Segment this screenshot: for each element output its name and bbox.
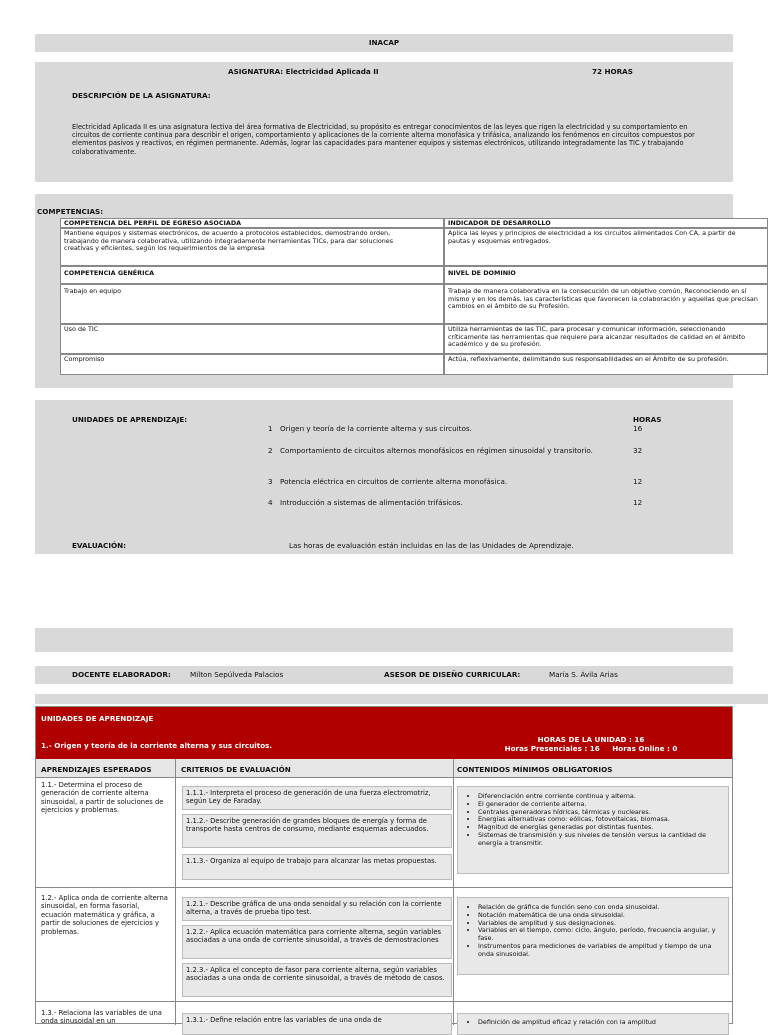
nivel-text-3: Actúa, reflexivamente, delimitando sus responsabilidades en el Ámbito de su profesión. <box>448 355 729 363</box>
row-divider-1 <box>36 887 732 888</box>
cm-1-list <box>458 793 728 848</box>
ce-3-1-box <box>182 1013 452 1035</box>
cm-2-list <box>458 904 728 959</box>
cm-2-item: • Notación matemática de una onda sinusoidal. <box>478 912 728 920</box>
ce-1-2-box <box>182 814 452 848</box>
generica-row-1 <box>60 284 444 324</box>
col-headers <box>36 759 732 778</box>
evaluacion-text: Las horas de evaluación están incluidas en las de las Unidades de Aprendizaje. <box>289 541 574 550</box>
cm-1-item: • Diferenciación entre corriente continua y alterna. <box>478 793 728 801</box>
generica-name-2: Uso de TIC <box>64 325 99 333</box>
generica-name-1: Trabajo en equipo <box>64 287 121 295</box>
cm-1-item: • Centrales generadoras hídricas, térmicas y nucleares. <box>478 809 728 817</box>
cm-2-item: • Instrumentos para mediciones de variables de amplitud y tiempo de una onda sinusoidal. <box>478 943 728 959</box>
unit-hours-1: 16 <box>633 424 643 433</box>
col-criterios: CRITERIOS DE EVALUACIÓN <box>181 765 291 774</box>
nivel-row-1 <box>444 284 768 324</box>
asesor-name: María S. Ávila Arias <box>549 670 618 679</box>
unidades-block <box>35 400 733 554</box>
cm-3-item: • Definición de amplitud eficaz y relación con la amplitud <box>478 1019 728 1027</box>
col-divider-2 <box>453 759 454 1025</box>
description-text: Electricidad Aplicada II es una asignatura lectiva del área formativa de Electricidad, su propósito es entregar conocimientos de las leyes que rigen la electricidad y su comportamiento en circuitos de corriente continua para describir el origen, comportamiento y aplicaciones de la corriente alterna monofásica y trifásica, analizando los fenómenos en circuitos compuestos por elementos pasivos y reactivos, en régimen permanente. Además, lograr las capacidades para mantener equipos y sistemas electrónicos, utilizando integradamente las TIC y trabajando colaborativamente. <box>72 123 695 156</box>
unidad1-table <box>35 706 733 1024</box>
ce-2-1-box <box>182 897 452 921</box>
unit-hours-4: 12 <box>633 498 643 507</box>
indicador-header-cell <box>444 218 768 228</box>
cm-1-item: • Energías alternativas como: eólicas, fotovoltaicas, biomasa. <box>478 816 728 824</box>
ce-3-1: 1.3.1.- Define relación entre las variables de una onda de <box>186 1016 382 1024</box>
perfil-header-cell <box>60 218 444 228</box>
ce-2-2-box <box>182 925 452 959</box>
asignatura-label: ASIGNATURA: Electricidad Aplicada II <box>228 67 379 76</box>
ae-3: 1.3.- Relaciona las variables de una onda sinusoidal en un <box>41 1009 162 1026</box>
nivel-header-cell <box>444 266 768 284</box>
unidad1-header-label: UNIDADES DE APRENDIZAJE <box>41 714 154 723</box>
asesor-label: ASESOR DE DISEÑO CURRICULAR: <box>384 670 521 679</box>
unit-title-3: Potencia eléctrica en circuitos de corriente alterna monofásica. <box>280 477 508 486</box>
cm-1-item: • Magnitud de energías generadas por distintas fuentes. <box>478 824 728 832</box>
nivel-text-1: Trabaja de manera colaborativa en la consecución de un objetivo común, Reconociendo en sí mismo y en los demás, las características que favorecen la colaboración y aquellas que precisan cambios en el ámbito de su Profesión. <box>448 287 758 311</box>
ce-1-3: 1.1.3.- Organiza al equipo de trabajo para alcanzar las metas propuestas. <box>186 857 437 865</box>
cm-2-box <box>457 897 729 975</box>
nivel-row-3 <box>444 354 768 375</box>
evaluacion-label: EVALUACIÓN: <box>72 541 126 550</box>
unit-title-2: Comportamiento de circuitos alternos monofásicos en régimen sinusoidal y transitorio. <box>280 446 593 455</box>
unidad1-header <box>36 707 732 759</box>
ce-1-3-box <box>182 854 452 880</box>
ae-2: 1.2.- Aplica onda de corriente alterna sinusoidal, en forma fasorial, ecuación matemática y gráfica, a partir de soluciones de ejercicios y problemas. <box>41 894 168 936</box>
unit-hours-2: 32 <box>633 446 643 455</box>
col-aprendizajes: APRENDIZAJES ESPERADOS <box>41 765 152 774</box>
horas-label: HORAS <box>633 415 662 424</box>
col-contenidos: CONTENIDOS MÍNIMOS OBLIGATORIOS <box>457 765 613 774</box>
ce-2-1: 1.2.1.- Describe gráfica de una onda senoidal y su relación con la corriente alterna, a través de prueba tipo test. <box>186 900 442 917</box>
asignatura-hours: 72 HORAS <box>592 67 633 76</box>
ce-2-3: 1.2.3.- Aplica el concepto de fasor para corriente alterna, según variables asociadas a una onda de corriente sinusoidal, a través de método de casos. <box>186 966 445 983</box>
indicador-header: INDICADOR DE DESARROLLO <box>448 219 551 227</box>
unit-number-3: 3 <box>268 477 273 486</box>
nivel-header: NIVEL DE DOMINIO <box>448 269 516 277</box>
generica-row-3 <box>60 354 444 375</box>
docente-label: DOCENTE ELABORADOR: <box>72 670 171 679</box>
unidad1-hours-line2: Horas Presenciales : 16 Horas Online : 0 <box>504 744 678 753</box>
header-bar <box>35 34 733 52</box>
cm-2-item: • Variables en el tiempo, como: ciclo, ángulo, período, frecuencia angular, y fase. <box>478 927 728 943</box>
docente-name: Milton Sepúlveda Palacios <box>190 670 284 679</box>
ce-2-2: 1.2.2.- Aplica ecuación matemática para corriente alterna, según variables asociadas a una onda de corriente sinusoidal, a través de demostraciones <box>186 928 442 945</box>
unit-number-4: 4 <box>268 498 273 507</box>
indicador-text: Aplica las leyes y principios de electricidad a los circuitos alimentados Con CA, a partir de pautas y esquemas entregados. <box>448 229 736 245</box>
competencias-table <box>60 218 768 375</box>
description-label: DESCRIPCIÓN DE LA ASIGNATURA: <box>72 91 211 100</box>
unit-hours-3: 12 <box>633 477 643 486</box>
perfil-cell <box>60 228 444 266</box>
divider-bar <box>35 694 768 704</box>
indicador-cell <box>444 228 768 266</box>
perfil-header: COMPETENCIA DEL PERFIL DE EGRESO ASOCIADA <box>64 219 242 227</box>
row-divider-2 <box>36 1001 732 1002</box>
unidad1-hours-line1: HORAS DE LA UNIDAD : 16 <box>537 735 645 744</box>
nivel-text-2: Utiliza herramientas de las TIC, para procesar y comunicar información, seleccionando críticamente las herramientas que requiere para alcanzar resultados de calidad en el ámbito académico y de su profesión. <box>448 325 746 349</box>
col-divider-1 <box>175 759 176 1025</box>
cm-2-item: • Relación de gráfica de función seno con onda sinusoidal. <box>478 904 728 912</box>
unit-number-1: 1 <box>268 424 273 433</box>
cm-1-item: • Sistemas de transmisión y sus niveles de tensión versus la cantidad de energía a transmitir. <box>478 832 728 848</box>
generica-header-cell <box>60 266 444 284</box>
nivel-row-2 <box>444 324 768 354</box>
cm-3-list <box>458 1019 728 1027</box>
unit-number-2: 2 <box>268 446 273 455</box>
unidad1-title: 1.- Origen y teoría de la corriente alterna y sus circuitos. <box>41 741 273 750</box>
perfil-text: Mantiene equipos y sistemas electrónicos, de acuerdo a protocolos establecidos, demostrando orden, trabajando de manera colaborativa, utilizando integradamente herramientas TICs, para dar soluciones creativas y eficientes, según los requerimientos de la empresa <box>64 229 394 253</box>
ae-1: 1.1.- Determina el proceso de generación de corriente alterna sinusoidal, a partir de soluciones de ejercicios y problemas. <box>41 781 164 815</box>
docente-bar <box>35 666 733 684</box>
unit-title-1: Origen y teoría de la corriente alterna y sus circuitos. <box>280 424 472 433</box>
ce-1-1: 1.1.1.- Interpreta el proceso de generación de una fuerza electromotriz, según Ley de Faraday. <box>186 789 431 806</box>
cm-3-box <box>457 1013 729 1035</box>
unidades-label: UNIDADES DE APRENDIZAJE: <box>72 415 188 424</box>
spacer-bar <box>35 628 733 652</box>
generica-row-2 <box>60 324 444 354</box>
generica-name-3: Compromiso <box>64 355 105 363</box>
asignatura-block <box>35 62 733 182</box>
ce-2-3-box <box>182 963 452 997</box>
generica-header: COMPETENCIA GENÉRICA <box>64 269 155 277</box>
cm-1-item: • El generador de corriente alterna. <box>478 801 728 809</box>
institution-title: INACAP <box>368 38 400 47</box>
competencias-label: COMPETENCIAS: <box>37 207 104 216</box>
ce-1-2: 1.1.2.- Describe generación de grandes bloques de energía y forma de transporte hasta centros de consumo, mediante esquemas adecuados. <box>186 817 429 834</box>
unit-title-4: Introducción a sistemas de alimentación trifásicos. <box>280 498 463 507</box>
ce-1-1-box <box>182 786 452 810</box>
cm-2-item: • Variables de amplitud y sus designaciones. <box>478 920 728 928</box>
cm-1-box <box>457 786 729 874</box>
